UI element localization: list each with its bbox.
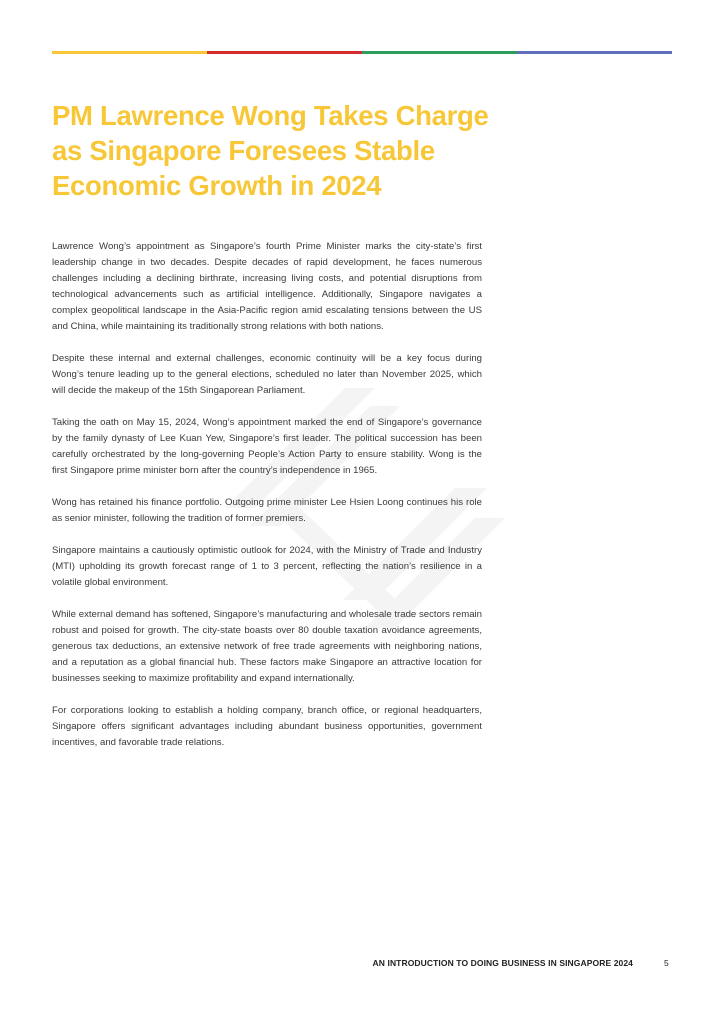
header-bar-segment-red [207, 51, 362, 54]
body-paragraph: Despite these internal and external challenges, economic continuity will be a key focus during Wong’s tenure leading up to the general elections, scheduled no later than November 2025, which will decide the makeup of the 15th Singaporean Parliament. [52, 353, 482, 396]
body-paragraph: Taking the oath on May 15, 2024, Wong’s appointment marked the end of Singapore’s governance by the family dynasty of Lee Kuan Yew, Singapore’s first leader. The political succession has been carefully orchestrated by the long-governing People’s Action Party to ensure stability. Wong is the first Singapore prime minister born after the country’s independence in 1965. [52, 417, 482, 476]
footer-publication-title: AN INTRODUCTION TO DOING BUSINESS IN SINGAPORE 2024 [372, 958, 633, 968]
body-paragraph: Lawrence Wong’s appointment as Singapore’s fourth Prime Minister marks the city-state’s first leadership change in two decades. Despite decades of rapid development, he faces numerous challenges including a declining birthrate, increasing living costs, and potential disruptions from technological advancements such as artificial intelligence. Additionally, Singapore navigates a complex geopolitical landscape in the Asia-Pacific region amid escalating tensions between the US and China, while maintaining its traditionally strong relations with both nations. [52, 241, 482, 332]
header-bar-segment-green [362, 51, 517, 54]
page-number: 5 [664, 958, 669, 968]
article-title-line: as Singapore Foresees Stable [52, 135, 435, 166]
header-color-bar [52, 51, 672, 54]
header-bar-segment-blue [517, 51, 672, 54]
article-body [52, 239, 482, 767]
body-paragraph: Wong has retained his finance portfolio. Outgoing prime minister Lee Hsien Loong continues his role as senior minister, following the tradition of former premiers. [52, 497, 482, 524]
body-paragraph: For corporations looking to establish a holding company, branch office, or regional headquarters, Singapore offers significant advantages including abundant business opportunities, government incentives, and favorable trade relations. [52, 705, 482, 748]
article-title [52, 98, 552, 203]
body-paragraph: While external demand has softened, Singapore’s manufacturing and wholesale trade sectors remain robust and poised for growth. The city-state boasts over 80 double taxation avoidance agreements, generous tax deductions, an extensive network of free trade agreements with neighboring nations, and a reputation as a global financial hub. These factors make Singapore an attractive location for businesses seeking to maximize profitability and expand internationally. [52, 609, 482, 684]
article-title-line: PM Lawrence Wong Takes Charge [52, 100, 489, 131]
article-title-line: Economic Growth in 2024 [52, 170, 382, 201]
header-bar-segment-yellow [52, 51, 207, 54]
body-paragraph: Singapore maintains a cautiously optimistic outlook for 2024, with the Ministry of Trade and Industry (MTI) upholding its growth forecast range of 1 to 3 percent, reflecting the nation’s resilience in a volatile global environment. [52, 545, 482, 588]
